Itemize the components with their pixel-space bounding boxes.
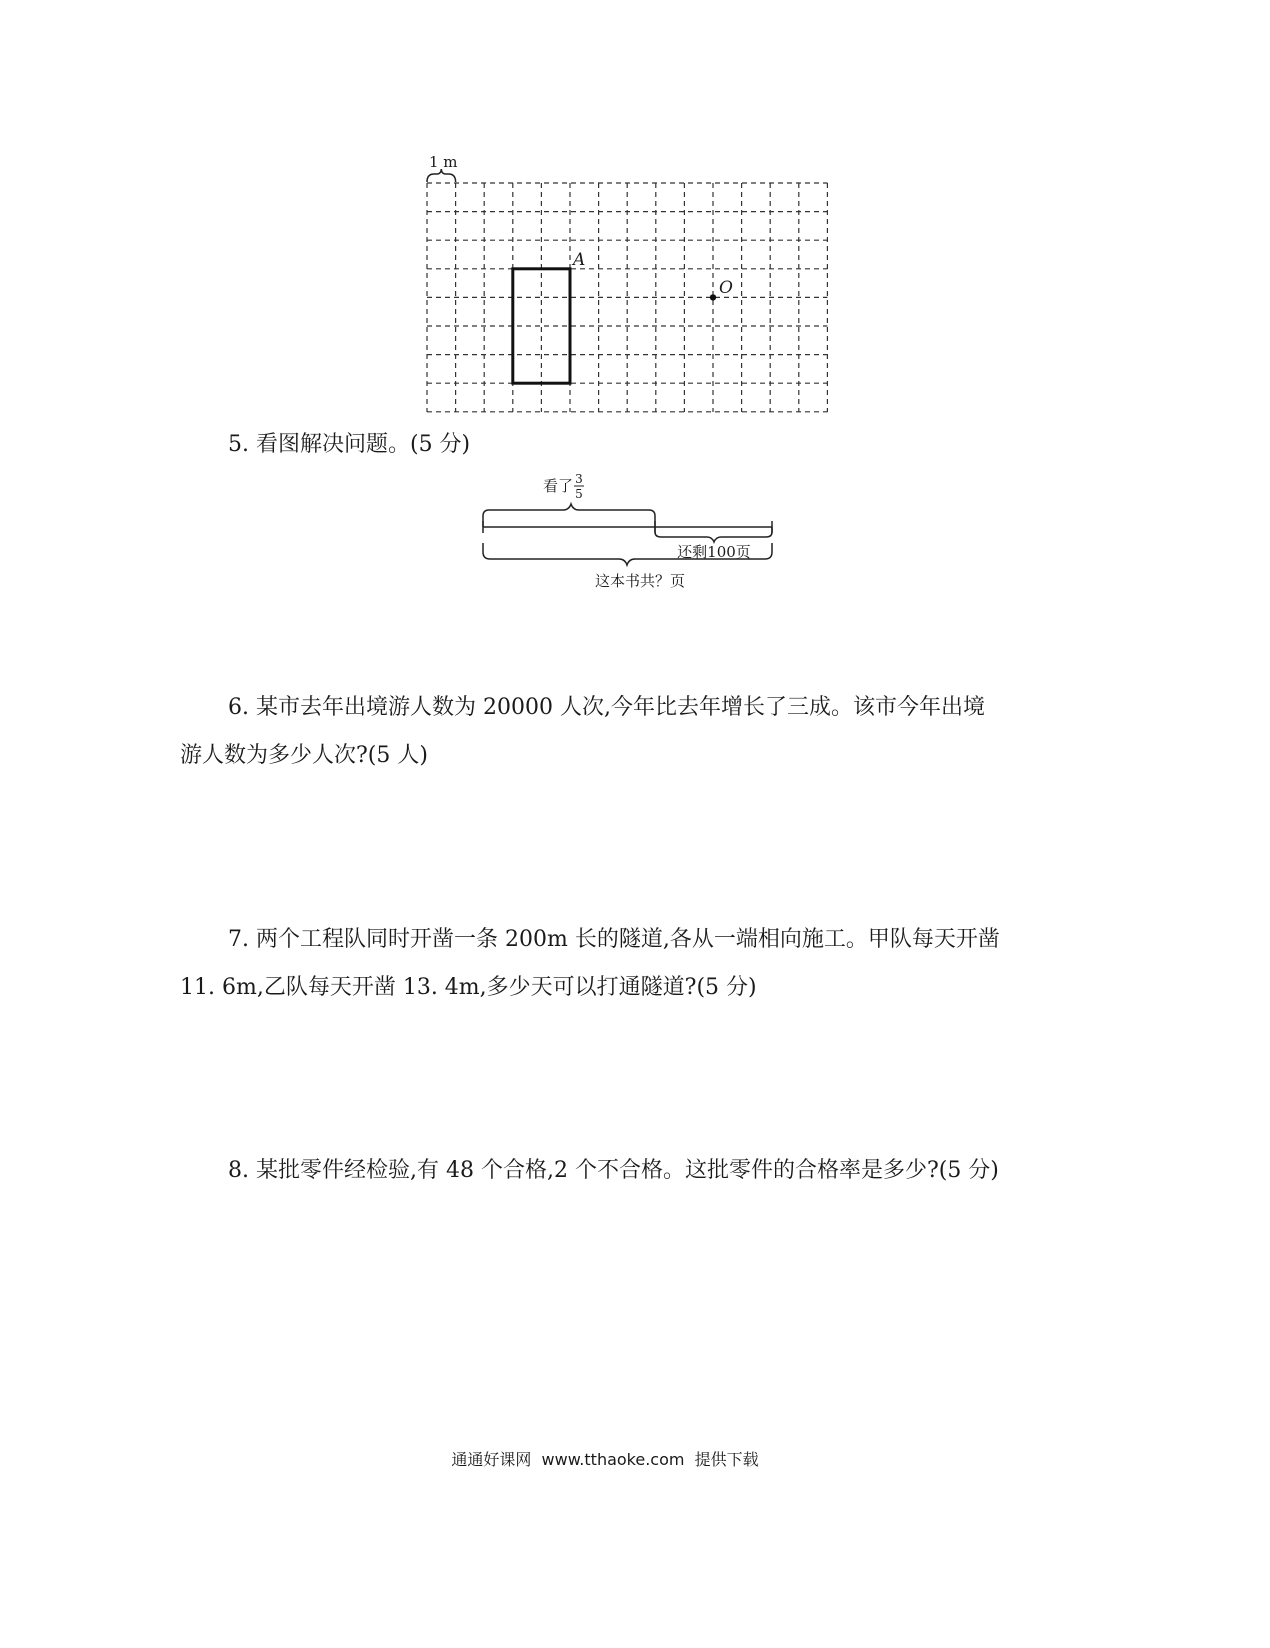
- question-7: [180, 916, 1000, 1012]
- read-label: 看了: [543, 477, 574, 495]
- question-6: [180, 684, 985, 780]
- question-8: [180, 1147, 999, 1195]
- question-5-diagram: [475, 468, 785, 598]
- question-7-line-1: 7. 两个工程队同时开凿一条 200m 长的隧道,各从一端相向施工。甲队每天开凿: [228, 927, 1000, 952]
- read-brace: [483, 504, 655, 527]
- grid-figure: [420, 150, 850, 425]
- grid-lines: [427, 183, 827, 412]
- fraction-denominator: 5: [575, 487, 583, 501]
- point-a-label: A: [573, 250, 586, 270]
- fraction-numerator: 3: [575, 472, 583, 486]
- remaining-label: 还剩100页: [677, 543, 751, 561]
- question-8-line-1: 8. 某批零件经检验,有 48 个合格,2 个不合格。这批零件的合格率是多少?(5 分): [228, 1158, 999, 1183]
- question-5-text: 5. 看图解决问题。(5 分): [228, 432, 471, 457]
- question-6-line-2: 游人数为多少人次?(5 人): [180, 743, 428, 768]
- scale-label: 1 m: [429, 153, 458, 171]
- remaining-brace: [655, 527, 772, 542]
- footer-credit: [0, 1447, 1210, 1470]
- footer-text: 通通好课网 www.tthaoke.com 提供下载: [451, 1450, 759, 1469]
- question-5-prompt: [228, 421, 470, 469]
- question-6-line-1: 6. 某市去年出境游人数为 20000 人次,今年比去年增长了三成。该市今年出境: [228, 695, 985, 720]
- total-label: 这本书共？页: [594, 572, 686, 590]
- question-7-line-2: 11. 6m,乙队每天开凿 13. 4m,多少天可以打通隧道?(5 分): [180, 975, 757, 1000]
- point-o-label: O: [719, 278, 733, 298]
- point-o-marker: [710, 294, 716, 300]
